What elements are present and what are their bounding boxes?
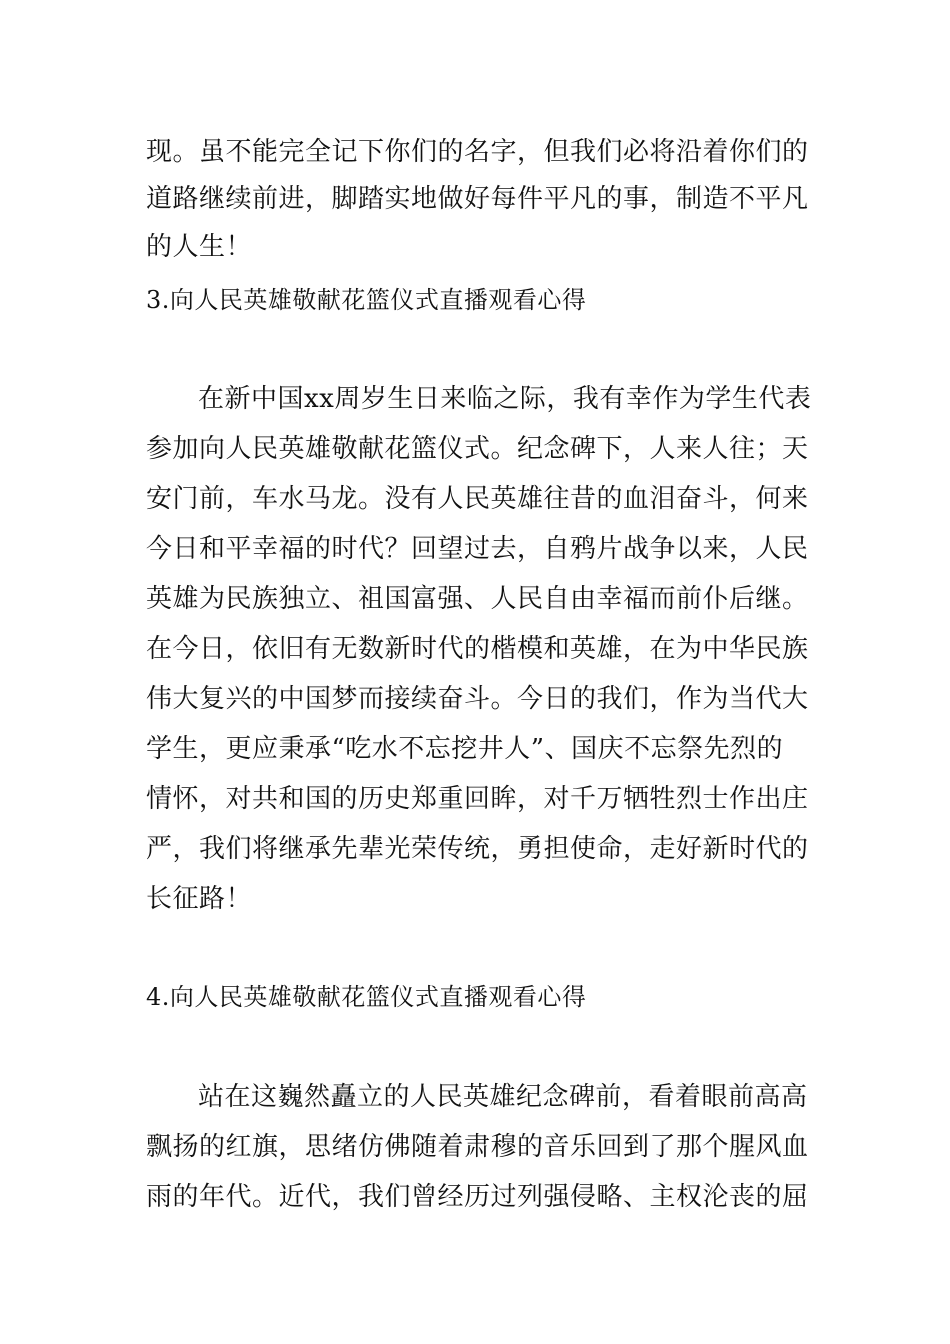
paragraph-line: 的人生！ (146, 232, 253, 262)
paragraph-line: 伟大复兴的中国梦而接续奋斗。今日的我们，作为当代大 (146, 684, 809, 714)
paragraph-line: 安门前，车水马龙。没有人民英雄往昔的血泪奋斗，何来 (146, 484, 809, 514)
paragraph-line: 今日和平幸福的时代？回望过去，自鸦片战争以来，人民 (146, 534, 809, 564)
paragraph-line: 参加向人民英雄敬献花篮仪式。纪念碑下，人来人往；天 (146, 434, 809, 464)
paragraph-line: 情怀，对共和国的历史郑重回眸，对千万牺牲烈士作出庄 (146, 784, 809, 814)
section-heading: 4.向人民英雄敬献花篮仪式直播观看心得 (146, 983, 587, 1011)
paragraph-line: 长征路！ (146, 884, 253, 914)
paragraph-line: 学生，更应秉承“吃水不忘挖井人”、国庆不忘祭先烈的 (146, 734, 784, 764)
paragraph-line: 雨的年代。近代，我们曾经历过列强侵略、主权沦丧的屈 (146, 1182, 809, 1212)
paragraph-line: 在新中国xx周岁生日来临之际，我有幸作为学生代表 (198, 384, 812, 414)
paragraph-line: 现。虽不能完全记下你们的名字，但我们必将沿着你们的 (146, 137, 809, 167)
section-heading: 3.向人民英雄敬献花篮仪式直播观看心得 (146, 286, 587, 314)
paragraph-line: 英雄为民族独立、祖国富强、人民自由幸福而前仆后继。 (146, 584, 809, 614)
paragraph-line: 在今日，依旧有无数新时代的楷模和英雄，在为中华民族 (146, 634, 809, 664)
paragraph-line: 站在这巍然矗立的人民英雄纪念碑前，看着眼前高高 (198, 1082, 808, 1112)
paragraph-line: 严，我们将继承先辈光荣传统，勇担使命，走好新时代的 (146, 834, 809, 864)
paragraph-line: 飘扬的红旗，思绪仿佛随着肃穆的音乐回到了那个腥风血 (146, 1132, 809, 1162)
paragraph-line: 道路继续前进，脚踏实地做好每件平凡的事，制造不平凡 (146, 184, 809, 214)
